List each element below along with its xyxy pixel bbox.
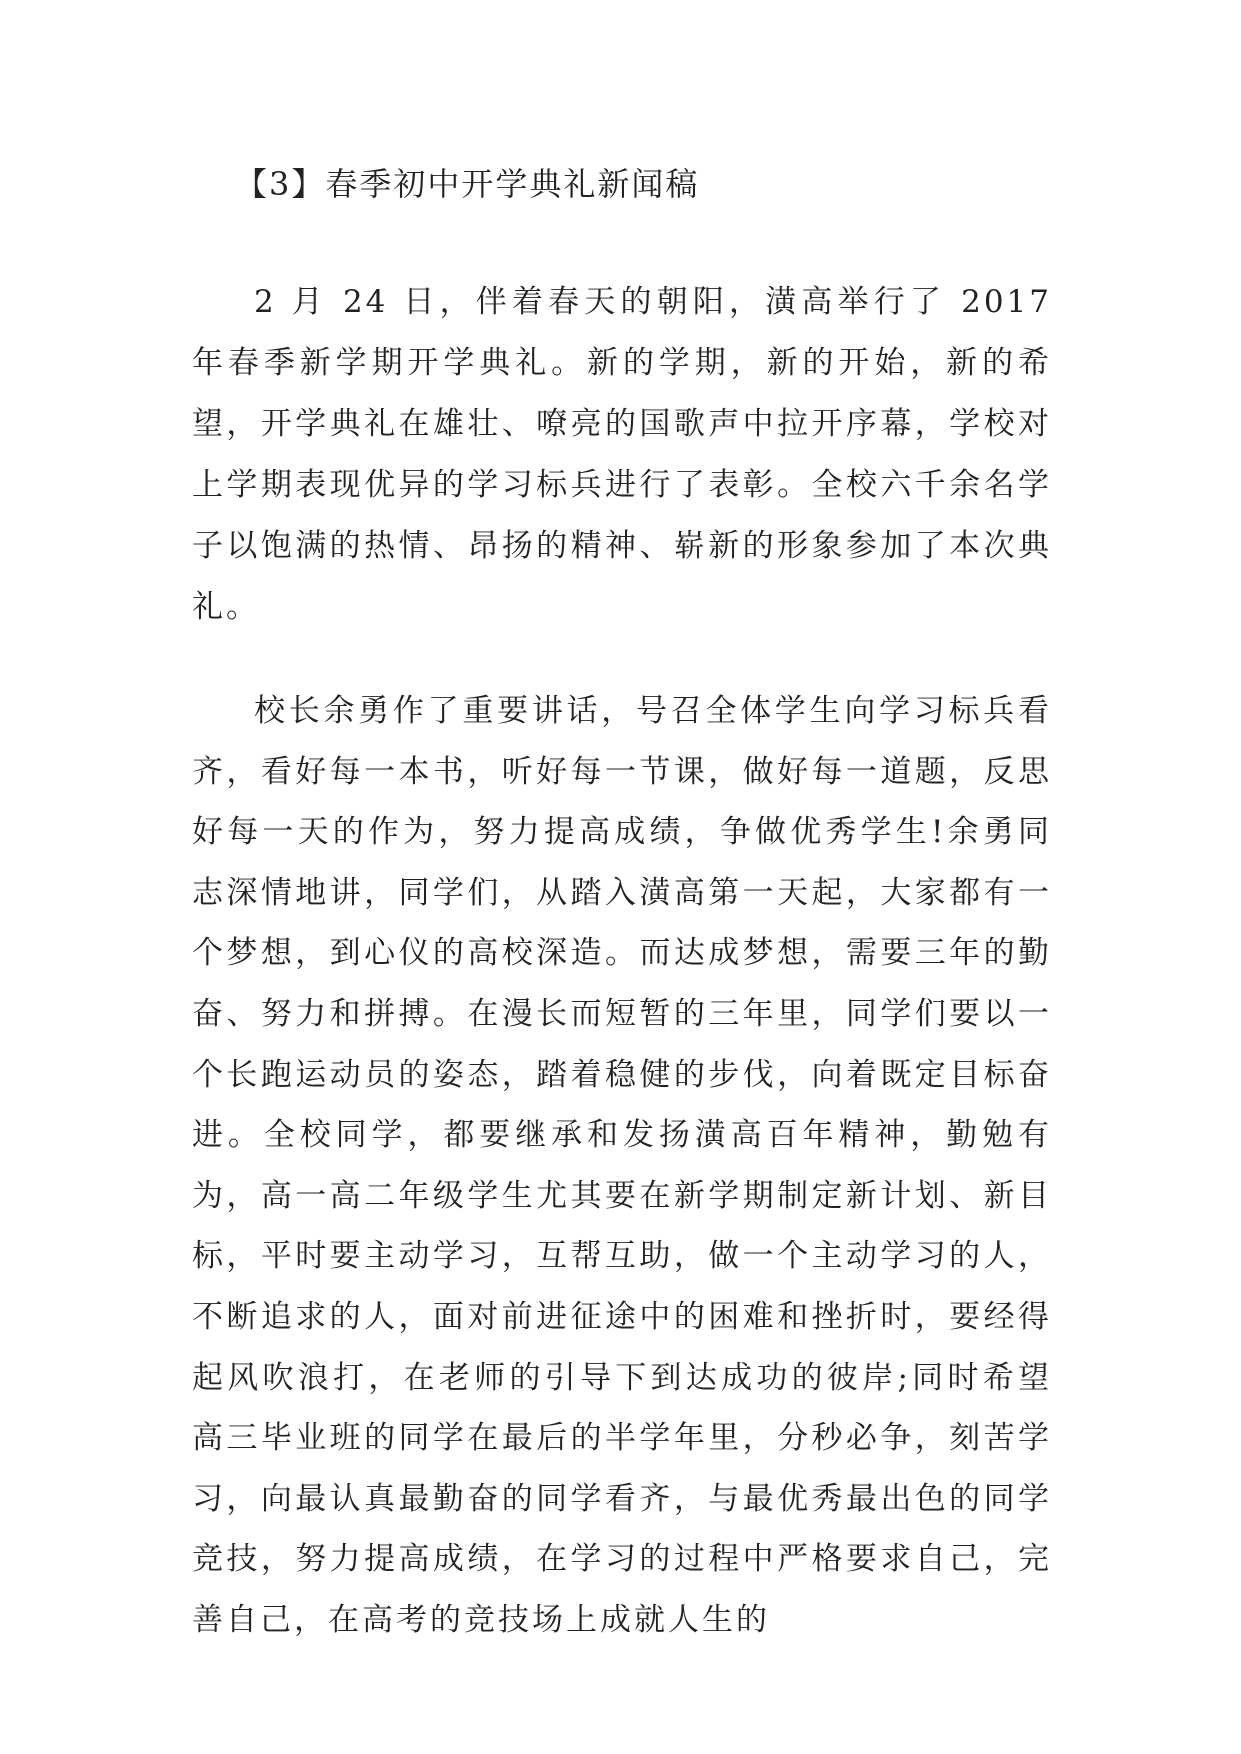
paragraph-opening-ceremony: 2 月 24 日，伴着春天的朝阳，潢高举行了 2017 年春季新学期开学典礼。新的学期，新的开始，新的希望，开学典礼在雄壮、嘹亮的国歌声中拉开序幕，学校对上学期表现优异的学习标兵进行了表彰。全校六千余名学子以饱满的热情、昂扬的精神、崭新的形象参加了本次典礼。 — [192, 284, 1052, 625]
document-title: 【3】春季初中开学典礼新闻稿 — [235, 165, 700, 203]
paragraph-principal-speech: 校长余勇作了重要讲话，号召全体学生向学习标兵看齐，看好每一本书，听好每一节课，做好每一道题，反思好每一天的作为，努力提高成绩，争做优秀学生!余勇同志深情地讲，同学们，从踏入潢高第一天起，大家都有一个梦想，到心仪的高校深造。而达成梦想，需要三年的勤奋、努力和拼搏。在漫长而短暂的三年里，同学们要以一个长跑运动员的姿态，踏着稳健的步伐，向着既定目标奋进。全校同学，都要继承和发扬潢高百年精神，勤勉有为，高一高二年级学生尤其要在新学期制定新计划、新目标，平时要主动学习，互帮互助，做一个主动学习的人，不断追求的人，面对前进征途中的困难和挫折时，要经得起风吹浪打，在老师的引导下到达成功的彼岸;同时希望高三毕业班的同学在最后的半学年里，分秒必争，刻苦学习，向最认真最勤奋的同学看齐，与最优秀最出色的同学竞技，努力提高成绩，在学习的过程中严格要求自己，完善自己，在高考的竞技场上成就人生的 — [192, 693, 1052, 1638]
